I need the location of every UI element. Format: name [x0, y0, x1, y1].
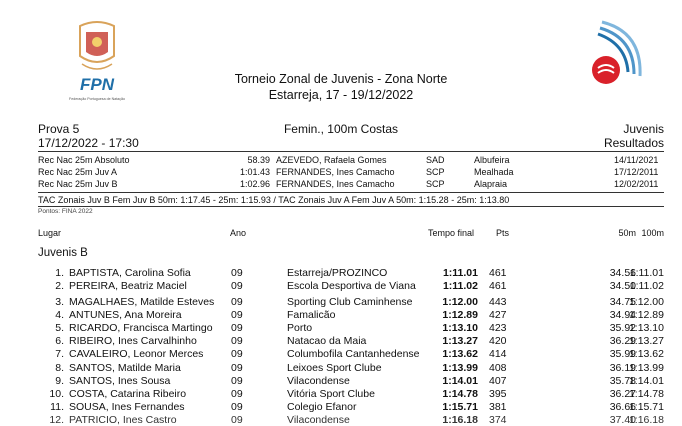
record-date: 17/12/2011: [614, 167, 659, 177]
result-points: 443: [489, 296, 507, 308]
result-row: [0, 335, 682, 347]
result-name: MAGALHAES, Matilde Esteves: [69, 296, 215, 308]
result-place: 10.: [49, 388, 64, 400]
result-points: 461: [489, 267, 507, 279]
record-label: Rec Nac 25m Absoluto: [38, 155, 130, 165]
result-split100: 1:13.62: [628, 348, 664, 360]
col-split50: 50m: [618, 228, 636, 238]
qualifying-times: TAC Zonais Juv B Fem Juv B 50m: 1:17.45 - 25m: 1:15.93 / TAC Zonais Juv A Fem Juv A 50m: 1:15.28 - 25m: 1:13.80: [38, 195, 510, 205]
result-time: 1:13.99: [442, 362, 478, 374]
result-time: 1:14.78: [442, 388, 478, 400]
result-split100: 1:14.78: [628, 388, 664, 400]
result-year: 09: [231, 414, 243, 426]
result-name: CAVALEIRO, Leonor Merces: [69, 348, 204, 360]
record-place: Albufeira: [474, 155, 510, 165]
result-name: ANTUNES, Ana Moreira: [69, 309, 182, 321]
record-place: Alapraia: [474, 179, 508, 189]
meet-subtitle: Estarreja, 17 - 19/12/2022: [268, 88, 414, 102]
result-split100: 1:12.89: [628, 309, 664, 321]
result-points: 407: [489, 375, 507, 387]
result-club: Natacao da Maia: [287, 335, 367, 347]
result-name: PATRICIO, Ines Castro: [69, 414, 177, 426]
result-club: Colegio Efanor: [287, 401, 357, 413]
result-place: 7.: [55, 348, 64, 360]
record-name: AZEVEDO, Rafaela Gomes: [276, 155, 387, 165]
result-place: 12.: [49, 414, 64, 426]
result-time: 1:11.01: [442, 267, 478, 279]
result-row: [0, 267, 682, 279]
result-year: 09: [231, 322, 243, 334]
result-row: [0, 296, 682, 308]
result-place: 5.: [55, 322, 64, 334]
result-year: 09: [231, 362, 243, 374]
result-club: Sporting Club Caminhense: [287, 296, 413, 308]
result-place: 3.: [55, 296, 64, 308]
result-points: 423: [489, 322, 507, 334]
result-time: 1:15.71: [442, 401, 478, 413]
record-club: SAD: [426, 155, 445, 165]
event-datetime: 17/12/2022 - 17:30: [38, 136, 139, 150]
points-source: Pontos: FINA 2022: [38, 208, 93, 215]
result-year: 09: [231, 348, 243, 360]
meet-title: Torneio Zonal de Juvenis - Zona Norte: [234, 72, 448, 86]
col-points: Pts: [496, 228, 510, 238]
result-year: 09: [231, 401, 243, 413]
result-name: SOUSA, Ines Fernandes: [69, 401, 185, 413]
event-type: Resultados: [603, 136, 664, 150]
result-split100: 1:12.00: [628, 296, 664, 308]
result-split50: 34.75: [609, 296, 636, 308]
result-points: 414: [489, 348, 507, 360]
result-row: [0, 348, 682, 360]
result-place: 6.: [55, 335, 64, 347]
record-name: FERNANDES, Ines Camacho: [276, 167, 395, 177]
record-label: Rec Nac 25m Juv B: [38, 179, 118, 189]
result-club: Estarreja/PROZINCO: [287, 267, 388, 279]
result-split50: 35.78: [609, 375, 636, 387]
col-place: Lugar: [38, 228, 62, 238]
result-split50: 34.94: [609, 309, 636, 321]
age-group-label: Juvenis B: [38, 247, 88, 259]
result-club: Leixoes Sport Clube: [287, 362, 382, 374]
result-year: 09: [231, 309, 243, 321]
result-split50: 35.99: [609, 348, 636, 360]
result-year: 09: [231, 375, 243, 387]
col-year: Ano: [230, 228, 247, 238]
result-name: COSTA, Catarina Ribeiro: [69, 388, 187, 400]
result-time: 1:11.02: [442, 280, 478, 292]
record-time: 1:02.96: [239, 179, 270, 189]
result-split50: 36.27: [609, 388, 636, 400]
fpn-logo-caption: Federação Portuguesa de Natação: [69, 97, 125, 101]
result-club: Vilacondense: [287, 375, 350, 387]
result-place: 4.: [55, 309, 64, 321]
result-split100: 1:13.10: [628, 322, 664, 334]
result-points: 381: [489, 401, 507, 413]
record-date: 14/11/2021: [614, 155, 659, 165]
result-split50: 35.92: [609, 322, 636, 334]
result-time: 1:13.62: [442, 348, 478, 360]
result-year: 09: [231, 280, 243, 292]
result-points: 420: [489, 335, 507, 347]
result-name: BAPTISTA, Carolina Sofia: [69, 267, 191, 279]
col-time: Tempo final: [428, 228, 475, 238]
result-year: 09: [231, 388, 243, 400]
record-row: [0, 155, 682, 166]
result-split50: 37.40: [609, 414, 636, 426]
result-place: 1.: [55, 267, 64, 279]
result-row: [0, 414, 682, 426]
result-row: [0, 375, 682, 387]
result-place: 2.: [55, 280, 64, 292]
result-split100: 1:11.02: [629, 280, 664, 292]
result-row: [0, 309, 682, 321]
result-time: 1:12.00: [442, 296, 478, 308]
result-club: Escola Desportiva de Viana: [287, 280, 416, 292]
result-place: 9.: [55, 375, 64, 387]
result-time: 1:12.89: [442, 309, 478, 321]
record-label: Rec Nac 25m Juv A: [38, 167, 118, 177]
result-split50: 34.56: [609, 267, 636, 279]
result-split100: 1:13.27: [628, 335, 664, 347]
result-split100: 1:11.01: [629, 267, 664, 279]
result-points: 408: [489, 362, 507, 374]
result-row: [0, 401, 682, 413]
event-name: Femin., 100m Costas: [283, 122, 399, 136]
result-club: Famalicão: [287, 309, 336, 321]
result-split50: 34.50: [609, 280, 636, 292]
result-year: 09: [231, 296, 243, 308]
result-split100: 1:16.18: [628, 414, 664, 426]
result-split100: 1:15.71: [628, 401, 664, 413]
result-points: 461: [489, 280, 507, 292]
record-place: Mealhada: [474, 167, 514, 177]
result-points: 374: [489, 414, 507, 426]
result-points: 395: [489, 388, 507, 400]
divider: [38, 151, 664, 152]
divider: [38, 192, 664, 193]
result-time: 1:14.01: [442, 375, 478, 387]
result-split50: 36.66: [609, 401, 636, 413]
result-row: [0, 280, 682, 292]
result-points: 427: [489, 309, 507, 321]
result-time: 1:13.27: [442, 335, 478, 347]
event-category: Juvenis: [623, 122, 664, 136]
result-split50: 36.19: [609, 362, 636, 374]
divider: [38, 206, 664, 207]
record-date: 12/02/2011: [614, 179, 659, 189]
result-split100: 1:14.01: [628, 375, 664, 387]
record-club: SCP: [426, 167, 445, 177]
record-name: FERNANDES, Ines Camacho: [276, 179, 395, 189]
fpn-logo-text: FPN: [80, 75, 114, 94]
col-split100: 100m: [641, 228, 664, 238]
result-club: Porto: [287, 322, 313, 334]
result-club: Vitória Sport Clube: [287, 388, 375, 400]
result-name: RICARDO, Francisca Martingo: [69, 322, 213, 334]
record-row: [0, 167, 682, 178]
result-club: Vilacondense: [287, 414, 350, 426]
result-year: 09: [231, 267, 243, 279]
result-name: RIBEIRO, Ines Carvalhinho: [69, 335, 197, 347]
result-year: 09: [231, 335, 243, 347]
event-number: Prova 5: [38, 122, 80, 136]
result-time: 1:13.10: [442, 322, 478, 334]
result-row: [0, 362, 682, 374]
result-name: PEREIRA, Beatriz Maciel: [69, 280, 187, 292]
result-row: [0, 388, 682, 400]
record-club: SCP: [426, 179, 445, 189]
result-split50: 36.29: [609, 335, 636, 347]
result-time: 1:16.18: [442, 414, 478, 426]
result-row: [0, 322, 682, 334]
result-name: SANTOS, Ines Sousa: [69, 375, 171, 387]
result-name: SANTOS, Matilde Maria: [69, 362, 181, 374]
record-row: [0, 179, 682, 190]
record-time: 1:01.43: [239, 167, 270, 177]
result-club: Columbofila Cantanhedense: [287, 348, 420, 360]
record-time: 58.39: [247, 155, 270, 165]
result-place: 8.: [55, 362, 64, 374]
result-place: 11.: [50, 401, 64, 413]
result-split100: 1:13.99: [628, 362, 664, 374]
